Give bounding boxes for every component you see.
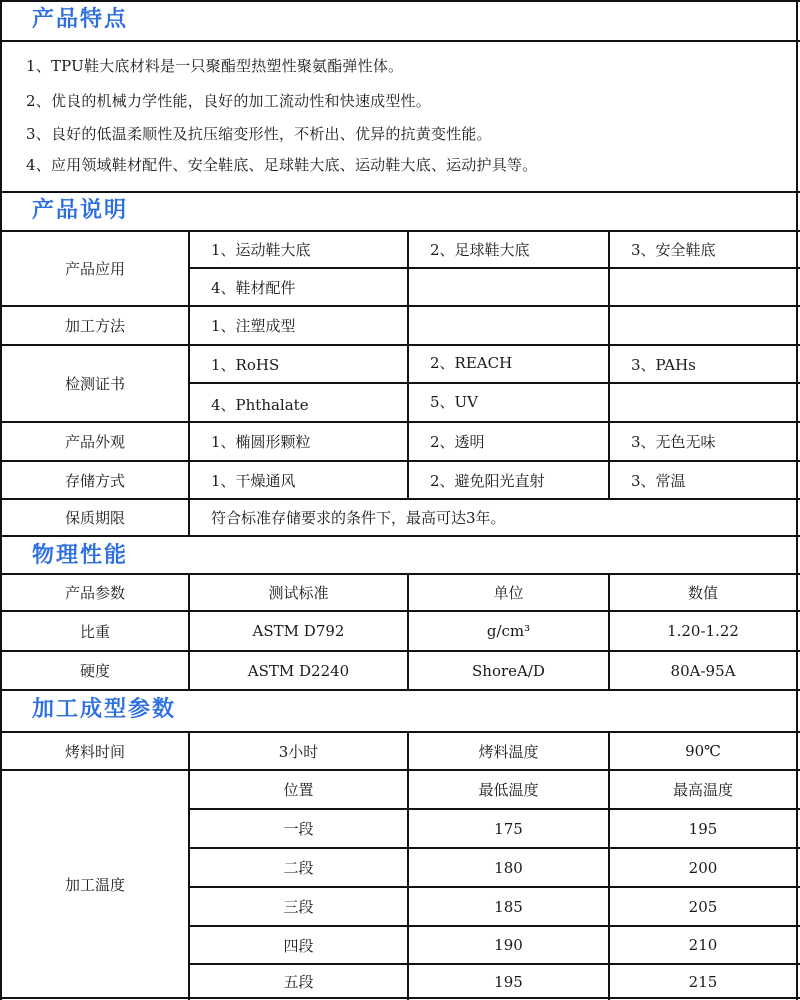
- section-title-features: 产品特点: [32, 7, 129, 32]
- temp-max: 215: [688, 972, 718, 991]
- temp-max: 205: [688, 897, 718, 916]
- temp-min: 180: [494, 858, 523, 877]
- certificate-value: 4、Phthalate: [211, 395, 309, 414]
- drying-temp-label: 烤料温度: [478, 742, 539, 761]
- section-title-physical: 物理性能: [32, 543, 129, 568]
- application-value: 1、运动鞋大底: [211, 241, 311, 259]
- temp-header: 最低温度: [478, 781, 539, 799]
- drying-temp-value: 90℃: [685, 742, 721, 760]
- temp-min: 190: [494, 936, 523, 954]
- storage-value: 1、干燥通风: [211, 471, 296, 490]
- temp-zone: 二段: [283, 859, 314, 877]
- divider: [0, 40, 800, 42]
- label-application: 产品应用: [64, 260, 125, 278]
- section-title-molding: 加工成型参数: [32, 697, 177, 722]
- section-title-description: 产品说明: [32, 198, 129, 223]
- processing-temp-label: 加工温度: [64, 875, 125, 894]
- storage-value: 3、常温: [631, 471, 686, 490]
- physical-header: 数值: [687, 584, 718, 602]
- temp-zone: 四段: [283, 936, 314, 955]
- appearance-value: 2、透明: [430, 433, 485, 451]
- temp-max: 200: [688, 858, 718, 877]
- physical-cell: 80A-95A: [670, 661, 736, 680]
- temp-header: 最高温度: [672, 781, 733, 799]
- feature-item: 4、应用领域鞋材配件、安全鞋底、足球鞋大底、运动鞋大底、运动护具等。: [26, 156, 538, 174]
- temp-zone: 五段: [283, 973, 314, 991]
- appearance-value: 3、无色无味: [631, 433, 716, 451]
- physical-cell: ShoreA/D: [472, 661, 545, 680]
- temp-zone: 一段: [283, 820, 314, 838]
- processing-value: 1、注塑成型: [211, 317, 296, 335]
- shelf-life-value: 符合标准存储要求的条件下，最高可达3年。: [211, 509, 506, 527]
- physical-header: 产品参数: [64, 584, 125, 602]
- certificate-value: 3、PAHs: [631, 355, 696, 374]
- temp-min: 175: [494, 819, 523, 838]
- border-top: [0, 0, 800, 2]
- row-line: [0, 689, 800, 691]
- drying-time-label: 烤料时间: [64, 742, 125, 761]
- certificate-value: 2、REACH: [430, 353, 513, 372]
- physical-cell: 1.20-1.22: [667, 622, 739, 640]
- temp-max: 210: [688, 936, 718, 954]
- divider: [0, 191, 800, 193]
- application-value: 4、鞋材配件: [211, 278, 296, 297]
- feature-item: 3、良好的低温柔顺性及抗压缩变形性，不析出、优异的抗黄变性能。: [26, 125, 492, 143]
- label-appearance: 产品外观: [64, 433, 125, 451]
- application-value: 2、足球鞋大底: [430, 241, 530, 259]
- label-shelf-life: 保质期限: [64, 509, 125, 527]
- application-value: 3、安全鞋底: [631, 241, 716, 259]
- drying-time-value: 3小时: [278, 742, 319, 761]
- appearance-value: 1、椭圆形颗粒: [211, 433, 311, 451]
- physical-header: 测试标准: [268, 584, 329, 602]
- temp-max: 195: [688, 819, 718, 838]
- row-line: [0, 535, 800, 537]
- label-certificates: 检测证书: [64, 375, 125, 393]
- certificate-value: 5、UV: [430, 392, 479, 411]
- physical-cell: 硬度: [79, 662, 110, 680]
- temp-min: 195: [494, 972, 523, 991]
- border-right: [796, 0, 798, 1000]
- label-storage: 存储方式: [64, 471, 125, 490]
- temp-min: 185: [494, 897, 523, 916]
- certificate-value: 1、RoHS: [211, 355, 280, 374]
- physical-cell: g/cm³: [486, 622, 531, 640]
- physical-cell: 比重: [79, 622, 110, 641]
- temp-zone: 三段: [283, 898, 314, 916]
- feature-item: 1、TPU鞋大底材料是一只聚酯型热塑性聚氨酯弹性体。: [26, 57, 404, 75]
- label-processing: 加工方法: [64, 317, 125, 335]
- storage-value: 2、避免阳光直射: [430, 471, 545, 490]
- feature-item: 2、优良的机械力学性能，良好的加工流动性和快速成型性。: [26, 92, 431, 110]
- physical-header: 单位: [493, 584, 524, 602]
- physical-cell: ASTM D2240: [247, 661, 350, 680]
- physical-cell: ASTM D792: [252, 622, 345, 640]
- temp-header: 位置: [283, 781, 314, 799]
